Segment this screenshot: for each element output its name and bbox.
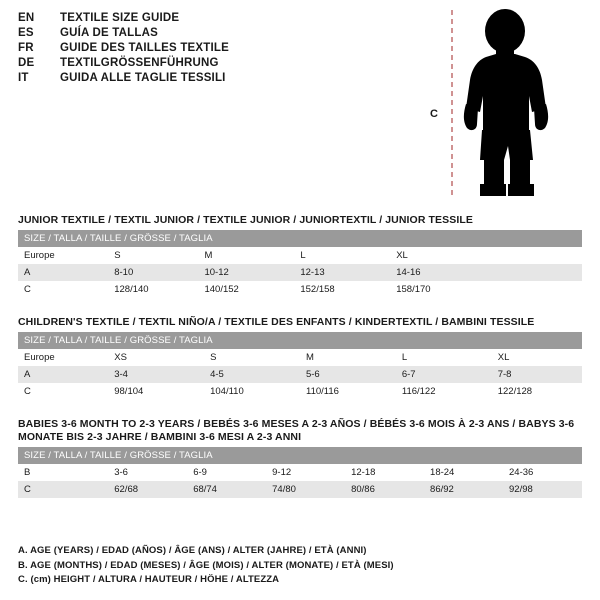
cell: 140/152 — [198, 281, 294, 298]
language-row — [18, 27, 448, 39]
cell: 24-36 — [503, 464, 582, 481]
height-measure-label: C — [430, 108, 438, 120]
table-header-label: SIZE / TALLA / TAILLE / GRÖSSE / TAGLIA — [18, 332, 582, 349]
language-title: GUIDA ALLE TAGLIE TESSILI — [60, 72, 226, 84]
cell: XS — [108, 349, 204, 366]
cell: XL — [390, 247, 486, 264]
language-code: DE — [18, 57, 35, 69]
cell: S — [204, 349, 300, 366]
language-code: IT — [18, 72, 29, 84]
cell: 10-12 — [198, 264, 294, 281]
section-title: BABIES 3-6 MONTH TO 2-3 YEARS / BEBÉS 3-6 MESES A 2-3 AÑOS / BÉBÉS 3-6 MOIS À 2-3 ANS / BABYS 3-6 MONATE BIS 2-3 JAHRE / BAMBINI 3-6 MESI A 2-3 ANNI — [18, 418, 575, 444]
cell: 104/110 — [204, 383, 300, 400]
table-header-row — [18, 230, 582, 247]
section-junior — [18, 214, 582, 298]
children-size-table — [18, 332, 582, 400]
cell: 6-7 — [396, 366, 492, 383]
section-babies — [18, 418, 582, 498]
cell: 4-5 — [204, 366, 300, 383]
cell: 116/122 — [396, 383, 492, 400]
language-title: GUÍA DE TALLAS — [60, 27, 158, 39]
child-silhouette-figure — [430, 4, 590, 204]
cell: 122/128 — [492, 383, 582, 400]
table-row — [18, 383, 582, 400]
table-header-row — [18, 447, 582, 464]
row-label: C — [18, 383, 108, 400]
cell: 7-8 — [492, 366, 582, 383]
cell: 74/80 — [266, 481, 345, 498]
cell: 68/74 — [187, 481, 266, 498]
cell: 3-4 — [108, 366, 204, 383]
table-row — [18, 464, 582, 481]
legend-block — [18, 544, 582, 588]
language-title: GUIDE DES TAILLES TEXTILE — [60, 42, 229, 54]
table-row — [18, 349, 582, 366]
language-row — [18, 42, 448, 54]
cell: M — [198, 247, 294, 264]
cell — [486, 264, 582, 281]
language-row — [18, 12, 448, 24]
language-title: TEXTILGRÖSSENFÜHRUNG — [60, 57, 219, 69]
cell: 14-16 — [390, 264, 486, 281]
junior-size-table — [18, 230, 582, 298]
table-header-label: SIZE / TALLA / TAILLE / GRÖSSE / TAGLIA — [18, 447, 582, 464]
cell: 5-6 — [300, 366, 396, 383]
language-code: EN — [18, 12, 35, 24]
legend-line-b: B. AGE (MONTHS) / EDAD (MESES) / ÂGE (MOIS) / ALTER (MONATE) / ETÀ (MESI) — [18, 559, 394, 571]
language-header — [18, 12, 448, 87]
cell: 62/68 — [108, 481, 187, 498]
row-label: C — [18, 281, 108, 298]
cell: XL — [492, 349, 582, 366]
language-code: FR — [18, 42, 34, 54]
cell — [486, 247, 582, 264]
cell: 98/104 — [108, 383, 204, 400]
cell: M — [300, 349, 396, 366]
legend-line-c: C. (cm) HEIGHT / ALTURA / HAUTEUR / HÖHE / ALTEZZA — [18, 574, 280, 586]
section-title: JUNIOR TEXTILE / TEXTIL JUNIOR / TEXTILE JUNIOR / JUNIORTEXTIL / JUNIOR TESSILE — [18, 214, 473, 226]
babies-size-table — [18, 447, 582, 498]
cell: 86/92 — [424, 481, 503, 498]
table-row — [18, 281, 582, 298]
cell: 6-9 — [187, 464, 266, 481]
language-row — [18, 72, 448, 84]
table-row — [18, 481, 582, 498]
cell: 110/116 — [300, 383, 396, 400]
cell: 9-12 — [266, 464, 345, 481]
row-label: A — [18, 264, 108, 281]
cell: L — [294, 247, 390, 264]
legend-line-a: A. AGE (YEARS) / EDAD (AÑOS) / ÂGE (ANS) / ALTER (JAHRE) / ETÀ (ANNI) — [18, 544, 367, 556]
cell: 12-13 — [294, 264, 390, 281]
section-title: CHILDREN'S TEXTILE / TEXTIL NIÑO/A / TEXTILE DES ENFANTS / KINDERTEXTIL / BAMBINI TESSILE — [18, 316, 535, 328]
cell — [486, 281, 582, 298]
language-row — [18, 57, 448, 69]
language-code: ES — [18, 27, 34, 39]
section-children — [18, 316, 582, 400]
table-header-label: SIZE / TALLA / TAILLE / GRÖSSE / TAGLIA — [18, 230, 582, 247]
table-row — [18, 247, 582, 264]
child-silhouette-icon — [430, 4, 590, 204]
language-title: TEXTILE SIZE GUIDE — [60, 12, 180, 24]
row-label: Europe — [18, 247, 108, 264]
table-row — [18, 366, 582, 383]
row-label: B — [18, 464, 108, 481]
cell: L — [396, 349, 492, 366]
row-label: C — [18, 481, 108, 498]
cell: 12-18 — [345, 464, 424, 481]
cell: 3-6 — [108, 464, 187, 481]
cell: 18-24 — [424, 464, 503, 481]
cell: 92/98 — [503, 481, 582, 498]
row-label: A — [18, 366, 108, 383]
cell: S — [108, 247, 198, 264]
cell: 128/140 — [108, 281, 198, 298]
cell: 152/158 — [294, 281, 390, 298]
cell: 8-10 — [108, 264, 198, 281]
cell: 80/86 — [345, 481, 424, 498]
row-label: Europe — [18, 349, 108, 366]
table-row — [18, 264, 582, 281]
cell: 158/170 — [390, 281, 486, 298]
table-header-row — [18, 332, 582, 349]
